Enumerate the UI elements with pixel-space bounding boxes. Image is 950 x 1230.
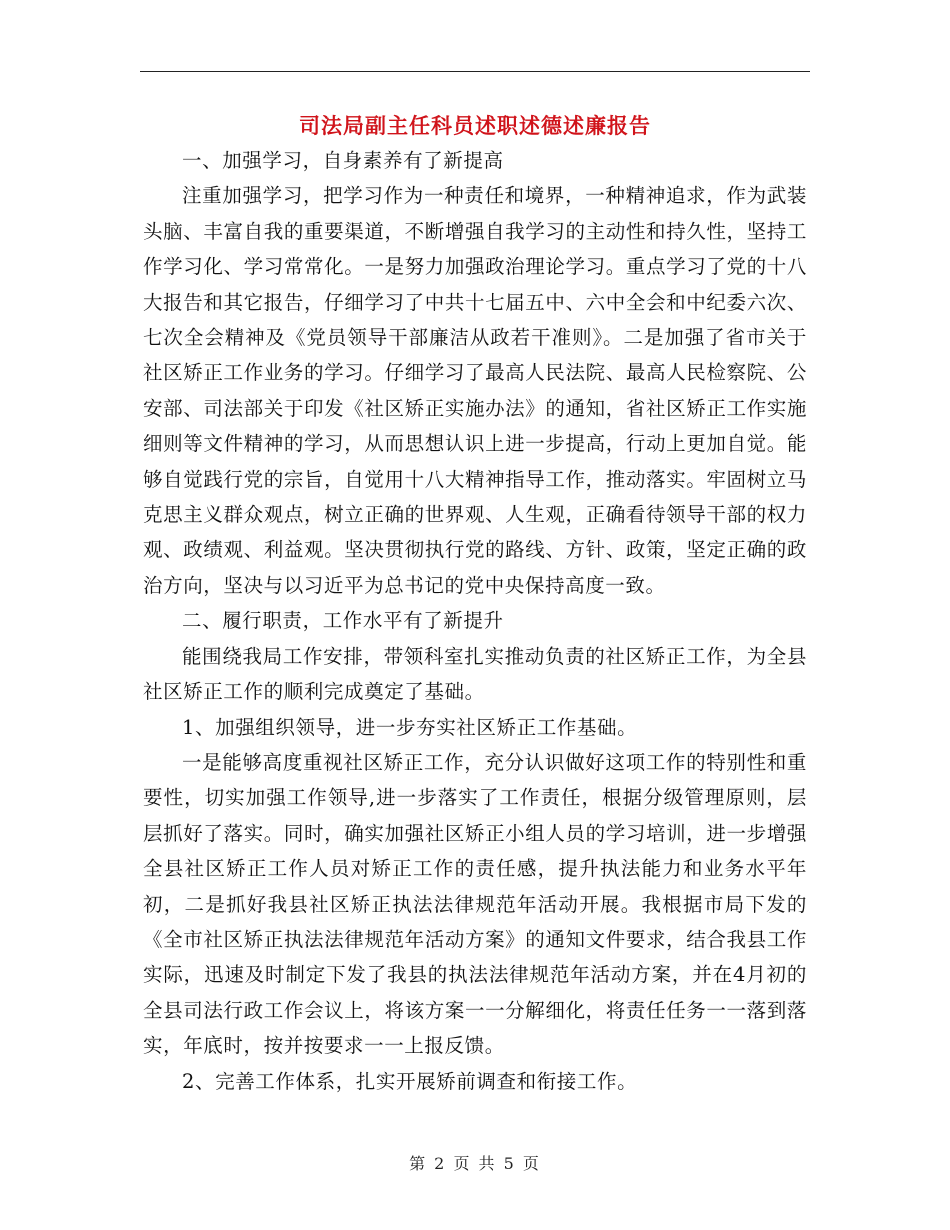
document-body bbox=[143, 143, 807, 1099]
paragraph-organization: 一是能够高度重视社区矫正工作，充分认识做好这项工作的特别性和重要性，切实加强工作领导,进一步落实了工作责任，根据分级管理原则，层层抓好了落实。同时，确实加强社区矫正小组人员的学习培训，进一步增强全县社区矫正工作人员对矫正工作的责任感，提升执法能力和业务水平年初，二是抓好我县社区矫正执法法律规范年活动开展。我根据市局下发的《全市社区矫正执法法律规范年活动方案》的通知文件要求，结合我县工作实际，迅速及时制定下发了我县的执法法律规范年活动方案，并在4月初的全县司法行政工作会议上，将该方案一一分解细化，将责任任务一一落到落实，年底时，按并按要求一一上报反馈。 bbox=[143, 750, 807, 1058]
subheading-1: 1、加强组织领导，进一步夯实社区矫正工作基础。 bbox=[182, 715, 638, 739]
paragraph-study: 注重加强学习，把学习作为一种责任和境界，一种精神追求，作为武装头脑、丰富自我的重要渠道，不断增强自我学习的主动性和持久性，坚持工作学习化、学习常常化。一是努力加强政治理论学习。重点学习了党的十八大报告和其它报告，仔细学习了中共十七届五中、六中全会和中纪委六次、七次全会精神及《党员领导干部廉洁从政若干准则》。二是加强了省市关于社区矫正工作业务的学习。仔细学习了最高人民法院、最高人民检察院、公安部、司法部关于印发《社区矫正实施办法》的通知，省社区矫正工作实施细则等文件精神的学习，从而思想认识上进一步提高，行动上更加自觉。能够自觉践行党的宗旨，自觉用十八大精神指导工作，推动落实。牢固树立马克思主义群众观点，树立正确的世界观、人生观，正确看待领导干部的权力观、政绩观、利益观。坚决贯彻执行党的路线、方针、政策，坚定正确的政治方向，坚决与以习近平为总书记的党中央保持高度一致。 bbox=[143, 184, 807, 597]
section-heading-2: 二、履行职责，工作水平有了新提升 bbox=[182, 609, 504, 633]
paragraph-duties-intro: 能围绕我局工作安排，带领科室扎实推动负责的社区矫正工作，为全县社区矫正工作的顺利完成奠定了基础。 bbox=[143, 644, 807, 704]
subheading-2: 2、完善工作体系，扎实开展矫前调查和衔接工作。 bbox=[182, 1069, 638, 1093]
page-number: 第 2 页 共 5 页 bbox=[409, 1154, 541, 1173]
header-rule bbox=[140, 71, 810, 72]
document-title: 司法局副主任科员述职述德述廉报告 bbox=[299, 113, 651, 138]
section-heading-1: 一、加强学习，自身素养有了新提高 bbox=[182, 149, 504, 172]
